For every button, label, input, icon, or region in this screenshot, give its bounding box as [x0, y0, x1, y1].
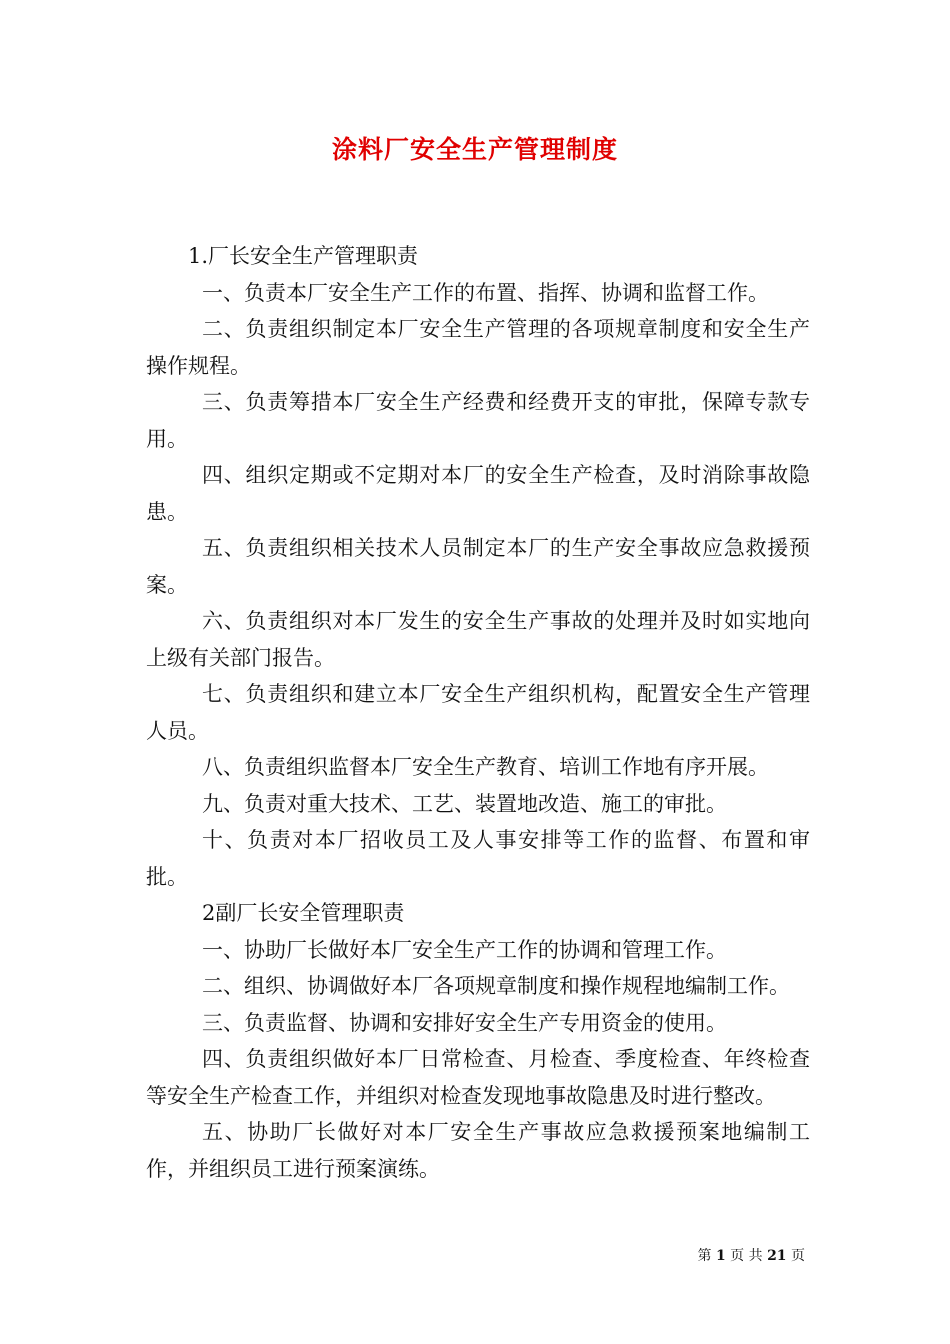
paragraph: 四、负责组织做好本厂日常检查、月检查、季度检查、年终检查等安全生产检查工作，并组织对检查发现地事故隐患及时进行整改。	[146, 1047, 810, 1108]
paragraph: 五、负责组织相关技术人员制定本厂的生产安全事故应急救援预案。	[146, 536, 810, 597]
paragraph: 六、负责组织对本厂发生的安全生产事故的处理并及时如实地向上级有关部门报告。	[146, 609, 810, 670]
paragraph: 三、负责监督、协调和安排好安全生产专用资金的使用。	[202, 1010, 727, 1035]
paragraph: 十、负责对本厂招收员工及人事安排等工作的监督、布置和审批。	[146, 828, 810, 889]
paragraph: 九、负责对重大技术、工艺、装置地改造、施工的审批。	[202, 791, 727, 816]
footer-suffix: 页	[791, 1248, 805, 1264]
section-heading: 1.厂长安全生产管理职责	[188, 244, 419, 268]
paragraph: 四、组织定期或不定期对本厂的安全生产检查，及时消除事故隐患。	[146, 463, 810, 524]
page-number-footer	[698, 1247, 806, 1265]
paragraph: 三、负责筹措本厂安全生产经费和经费开支的审批，保障专款专用。	[146, 390, 810, 451]
footer-prefix: 第	[697, 1248, 712, 1264]
paragraph: 一、协助厂长做好本厂安全生产工作的协调和管理工作。	[202, 937, 727, 962]
current-page-number: 1	[715, 1248, 726, 1264]
paragraph: 二、负责组织制定本厂安全生产管理的各项规章制度和安全生产操作规程。	[146, 317, 810, 378]
paragraph: 五、协助厂长做好对本厂安全生产事故应急救援预案地编制工作，并组织员工进行预案演练。	[146, 1120, 810, 1181]
paragraph: 八、负责组织监督本厂安全生产教育、培训工作地有序开展。	[202, 755, 769, 779]
document-title: 涂料厂安全生产管理制度	[331, 135, 618, 164]
footer-middle: 页 共	[730, 1248, 763, 1264]
paragraph: 一、负责本厂安全生产工作的布置、指挥、协调和监督工作。	[202, 280, 769, 305]
total-page-count: 21	[767, 1248, 787, 1264]
section-heading: 2副厂长安全管理职责	[202, 901, 405, 925]
document-body	[146, 238, 810, 1187]
paragraph: 二、组织、协调做好本厂各项规章制度和操作规程地编制工作。	[202, 974, 790, 998]
paragraph: 七、负责组织和建立本厂安全生产组织机构，配置安全生产管理人员。	[146, 682, 810, 743]
